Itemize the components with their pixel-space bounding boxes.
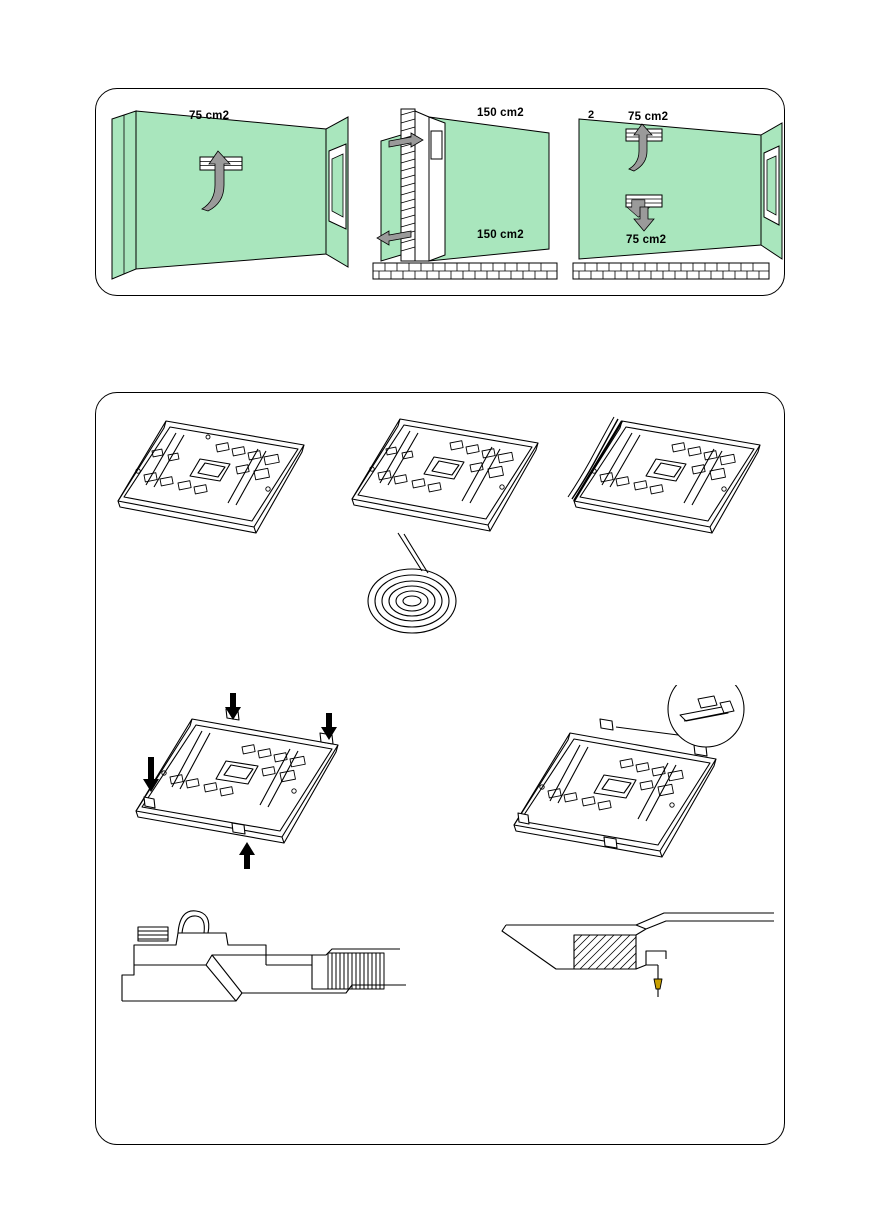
vent-figure-door-opening [371,89,561,295]
hob-edge-section-detail [496,895,776,1025]
hob-clip-mounting-step-4-svg [114,691,384,881]
hob-underside-step-1-svg [108,415,318,545]
vent-figure-two-openings [571,89,786,295]
vent-figure-single-opening [96,89,358,295]
hob-underside-with-seal-strip-step-2-svg [342,409,557,649]
vent-label-partial-top-left: 2 [588,109,595,121]
vent-label-75cm2-lower: 75 cm2 [626,234,667,246]
hob-underside-seal-applied-step-3-svg [564,415,776,545]
vent-label-75cm2-upper: 75 cm2 [628,111,669,123]
hob-edge-section-detail-svg [496,895,776,1025]
hob-underside-with-seal-strip-step-2 [342,409,557,649]
hob-clip-detail-step-5 [494,685,764,875]
vent-figure-two-openings-svg [571,89,786,295]
vent-label-150cm2-top: 150 cm2 [477,107,524,119]
hob-side-section-view [116,905,406,1035]
vent-figure-door-opening-svg [371,89,561,295]
ventilation-panel [95,88,785,296]
hob-clip-mounting-step-4 [114,691,384,881]
installation-panel [95,392,785,1145]
vent-label-150cm2-bottom: 150 cm2 [477,229,524,241]
vent-label-75cm2-top: 75 cm2 [189,110,230,122]
hob-side-section-view-svg [116,905,406,1035]
hob-underside-step-1 [108,415,318,545]
hob-underside-seal-applied-step-3 [564,415,776,545]
hob-clip-detail-step-5-svg [494,685,764,875]
